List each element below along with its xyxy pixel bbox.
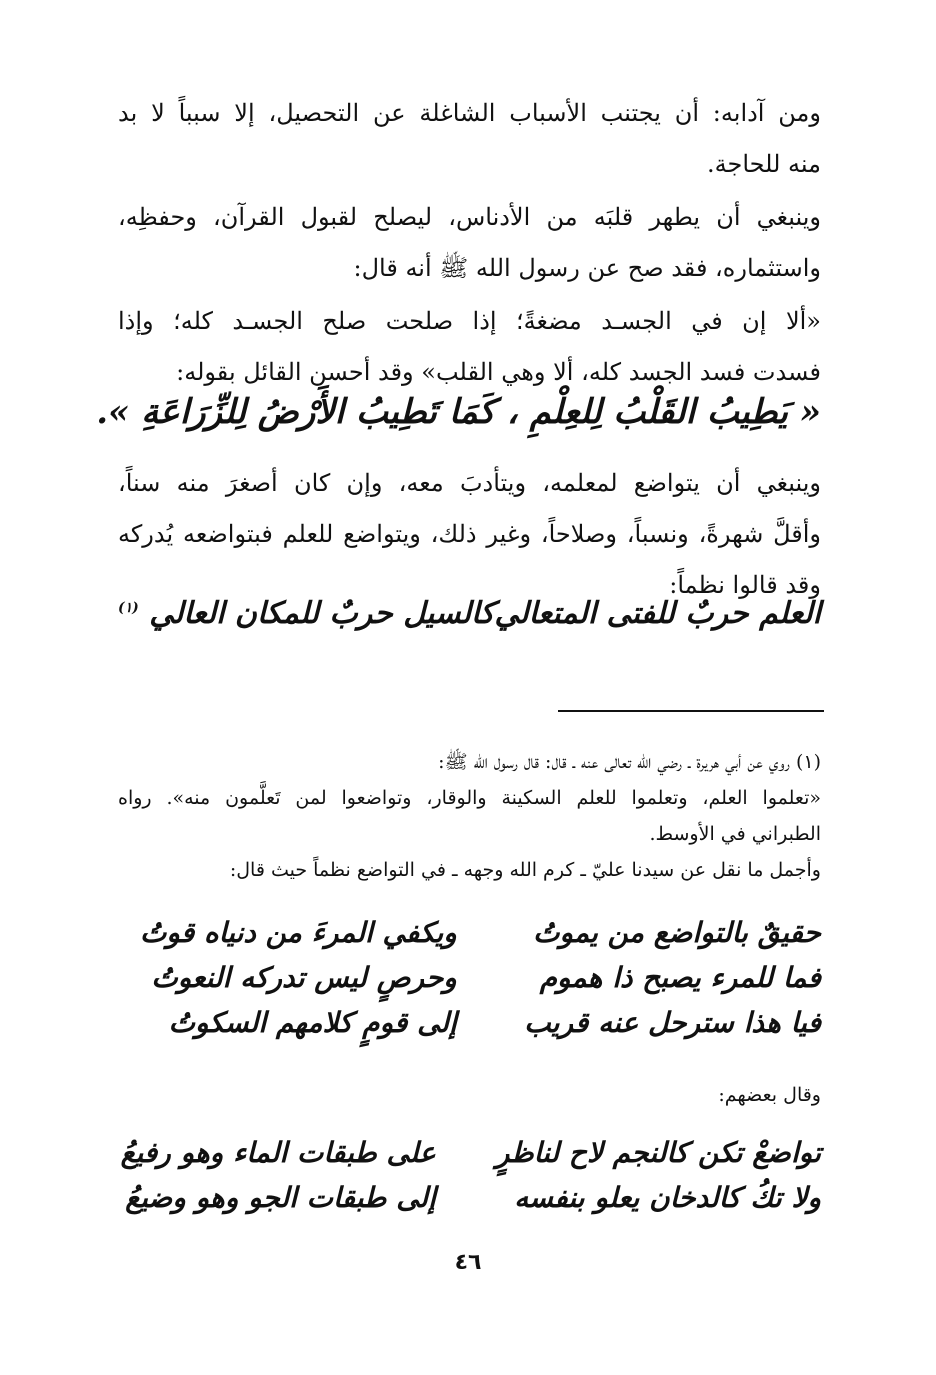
- footnote-line: (١) روي عن أبي هريرة ـ رضي الله تعالى عنه ـ قال: قال رسول الله ﷺ:: [438, 751, 821, 773]
- poem-hemistich: وحرصٍ ليس تدركه النعوتُ: [151, 961, 457, 994]
- poem-hemistich: على طبقات الماء وهو رفيعُ: [120, 1136, 436, 1169]
- verse-line: [118, 596, 821, 631]
- text-line: ومن آدابه: أن يجتنب الأسباب الشاغلة عن التحصيل، إلا سبباً لا بد: [118, 99, 821, 127]
- poem-hemistich: فما للمرء يصبح ذا هموم: [539, 961, 821, 994]
- poem-others: [120, 1130, 821, 1220]
- poem-hemistich: حقيقٌ بالتواضع من يموتُ: [533, 916, 821, 949]
- paragraph-hadith: [118, 296, 821, 398]
- text-line: وقد قالوا نظماً:: [669, 571, 821, 599]
- poem-hemistich: إلى طبقات الجو وهو وضيعُ: [125, 1181, 436, 1214]
- poem-hemistich: ويكفي المرءَ من دنياه قوتُ: [140, 916, 457, 949]
- poem-hemistich: تواضعْ تكن كالنجم لاح لناظرٍ: [495, 1136, 821, 1169]
- saying-quote: « يَطِيبُ القَلْبُ لِلعِلْمِ ، كَمَا تَطِيبُ الأَرْضُ لِلزِّرَاعَةِ ».: [96, 392, 821, 432]
- paragraph-purify-heart: [118, 192, 821, 294]
- poem-hemistich: إلى قومٍ كلامهم السكوتُ: [168, 1006, 457, 1039]
- poem-intro: [118, 1077, 821, 1113]
- paragraph-humility: [118, 458, 821, 611]
- poem-hemistich: ولا تكُ كالدخان يعلو بنفسه: [514, 1181, 821, 1214]
- footnote-line: وأجمل ما نقل عن سيدنا عليّ ـ كرم الله وجهه ـ في التواضع نظماً حيث قال:: [229, 859, 821, 881]
- text-line: منه للحاجة.: [707, 150, 821, 178]
- verse-second-hemistich: [118, 596, 494, 631]
- footnote-marker[interactable]: (١): [118, 600, 139, 616]
- paragraph-etiquette: [118, 88, 821, 190]
- text-line: واستثماره، فقد صح عن رسول الله ﷺ أنه قال:: [353, 254, 821, 282]
- footnote-text: [118, 744, 821, 888]
- footnote-line: الطبراني في الأوسط.: [649, 823, 821, 845]
- poem-hemistich: فيا هذا سترحل عنه قريب: [524, 1006, 821, 1039]
- footnote-line: وقال بعضهم:: [718, 1084, 821, 1106]
- footnote-divider: [558, 710, 824, 712]
- verse-first-hemistich: العلم حربٌ للفتى المتعالي: [494, 596, 821, 631]
- page-number: ٤٦: [454, 1250, 482, 1275]
- text-line: «ألا إن في الجسـد مضغةً؛ إذا صلحت صلح الجسـد كله؛ وإذا: [118, 307, 821, 335]
- text-line: فسدت فسد الجسد كله، ألا وهي القلب» وقد أحسن القائل بقوله:: [176, 358, 821, 386]
- text-line: وأقلَّ شهرةً، ونسباً، وصلاحاً، وغير ذلك، ويتواضع للعلم فبتواضعه يُدركه: [118, 520, 821, 548]
- poem-ali: [140, 910, 821, 1045]
- verse-second-text: كالسيل حربٌ للمكان العالي: [149, 596, 495, 631]
- text-line: وينبغي أن يتواضع لمعلمه، ويتأدبَ معه، وإن كان أصغرَ منه سناً،: [118, 469, 821, 497]
- footnote-line: «تعلموا العلم، وتعلموا للعلم السكينة والوقار، وتواضعوا لمن تَعلَّمون منه». رواه: [118, 787, 821, 809]
- text-line: وينبغي أن يطهر قلبَه من الأدناس، ليصلح لقبول القرآن، وحفظِه،: [118, 203, 822, 231]
